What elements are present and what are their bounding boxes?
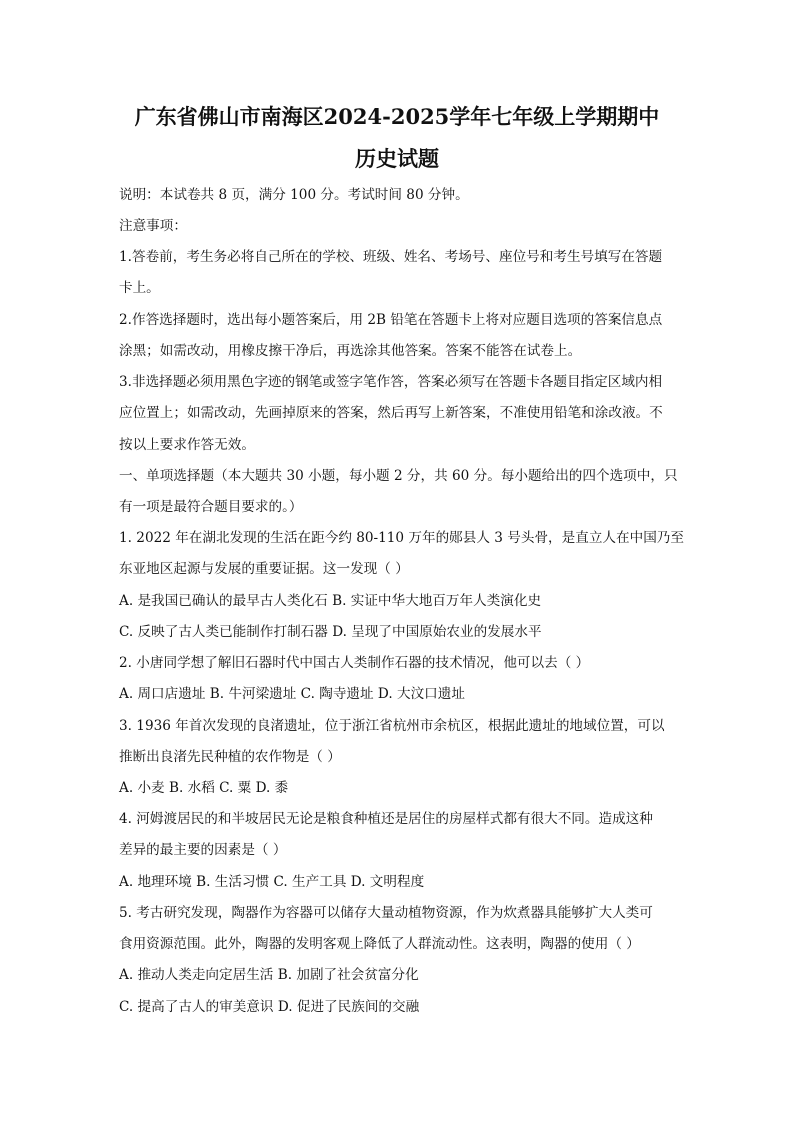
exam-subtitle: 历史试题 [355, 146, 439, 171]
question-stem: 推断出良渚先民种植的农作物是（ ） [119, 749, 341, 765]
notice-line: 1.答卷前，考生务必将自己所在的学校、班级、姓名、考场号、座位号和考生号填写在答题 [119, 249, 663, 265]
notice-line: 2.作答选择题时，选出每小题答案后，用 2B 铅笔在答题卡上将对应题目选项的答案信息点 [119, 312, 663, 328]
question-stem: 5. 考古研究发现，陶器作为容器可以储存大量动植物资源，作为炊煮器具能够扩大人类可 [119, 905, 653, 921]
notice-line: 按以上要求作答无效。 [119, 437, 255, 453]
question-stem: 1. 2022 年在湖北发现的生活在距今约 80-110 万年的郧县人 3 号头骨，是直立人在中国乃至 [119, 530, 684, 546]
question-options: C. 提高了古人的审美意识 D. 促进了民族间的交融 [119, 999, 420, 1015]
question-stem: 差异的最主要的因素是（ ） [119, 842, 287, 858]
exam-title: 广东省佛山市南海区2024-2025学年七年级上学期期中 [134, 104, 660, 129]
question-options: A. 小麦 B. 水稻 C. 粟 D. 黍 [119, 780, 289, 796]
exam-info-line: 说明：本试卷共 8 页，满分 100 分。考试时间 80 分钟。 [119, 187, 469, 203]
notice-line: 应位置上；如需改动，先画掉原来的答案，然后再写上新答案，不准使用铅笔和涂改液。不 [119, 405, 663, 421]
question-stem: 3. 1936 年首次发现的良渚遗址，位于浙江省杭州市余杭区，根据此遗址的地域位置，可以 [119, 718, 665, 734]
notice-line: 3.非选择题必须用黑色字迹的钢笔或签字笔作答，答案必须写在答题卡各题目指定区域内相 [119, 374, 663, 390]
section-heading: 一、单项选择题（本大题共 30 小题，每小题 2 分，共 60 分。每小题给出的四个选项中，只 [119, 468, 678, 484]
question-stem: 东亚地区起源与发展的重要证据。这一发现（ ） [119, 561, 409, 577]
question-options: A. 地理环境 B. 生活习惯 C. 生产工具 D. 文明程度 [119, 874, 425, 890]
question-options: A. 推动人类走向定居生活 B. 加剧了社会贫富分化 [119, 967, 419, 983]
question-stem: 食用资源范围。此外，陶器的发明客观上降低了人群流动性。这表明，陶器的使用（ ） [119, 936, 640, 952]
question-stem: 2. 小唐同学想了解旧石器时代中国古人类制作石器的技术情况，他可以去（ ） [119, 655, 590, 671]
notice-line: 卡上。 [119, 280, 160, 296]
notice-heading: 注意事项： [119, 218, 187, 234]
question-options: C. 反映了古人类已能制作打制石器 D. 呈现了中国原始农业的发展水平 [119, 624, 542, 640]
question-stem: 4. 河姆渡居民的和半坡居民无论是粮食种植还是居住的房屋样式都有很大不同。造成这种 [119, 811, 653, 827]
question-options: A. 是我国已确认的最早古人类化石 B. 实证中华大地百万年人类演化史 [119, 593, 542, 609]
question-options: A. 周口店遗址 B. 牛河梁遗址 C. 陶寺遗址 D. 大汶口遗址 [119, 686, 465, 702]
notice-line: 涂黑；如需改动，用橡皮擦干净后，再选涂其他答案。答案不能答在试卷上。 [119, 343, 582, 359]
section-heading: 有一项是最符合题目要求的。） [119, 499, 303, 515]
